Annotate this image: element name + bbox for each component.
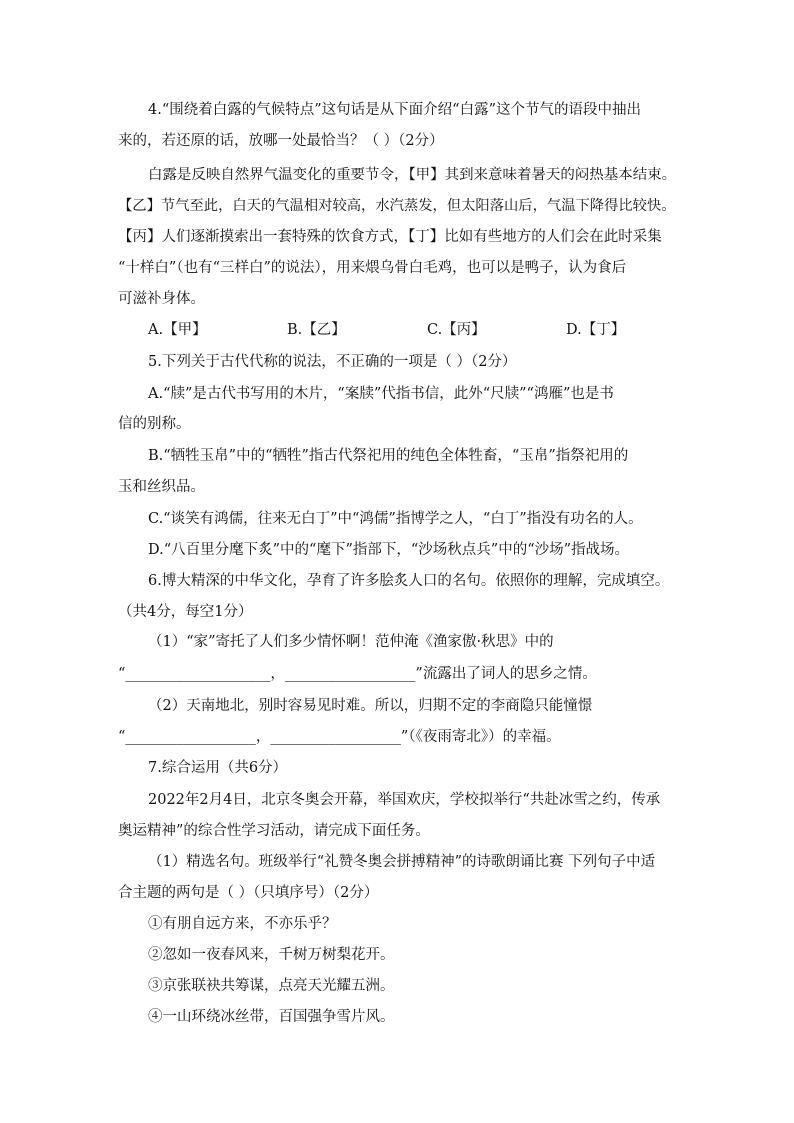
q4-option-d: D.【丁】 xyxy=(566,322,626,338)
q6-stem-line-2: （共4分，每空1分） xyxy=(118,604,253,620)
q4-passage-line-2: 【乙】节气至此，白天的气温相对较高，水汽蒸发，但太阳落山后，气温下降得比较快。 xyxy=(118,198,676,214)
q5-option-b-line-1: B.“牺牲玉帛”中的“牺牲”指古代祭祀用的纯色全体牲畜，“玉帛”指祭祀用的 xyxy=(148,448,629,464)
q4-passage-line-1: 白露是反映自然界气温变化的重要节令，【甲】其到来意味着暑天的闷热基本结束。 xyxy=(148,167,677,183)
q4-option-b: B.【乙】 xyxy=(287,322,346,338)
q5-option-c: C.“谈笑有鸿儒，往来无白丁”中“鸿儒”指博学之人，“白丁”指没有功名的人。 xyxy=(148,511,643,527)
q4-option-a: A.【甲】 xyxy=(148,322,207,338)
q4-stem-line-1: 4.“围绕着白露的气候特点”这句话是从下面介绍“白露”这个节气的语段中抽出 xyxy=(148,102,641,118)
q7-item-1: ①有朋自远方来，不亦乐乎？ xyxy=(148,916,337,932)
q6-part2-fill-blanks: “__________________，__________________”（《夜雨寄北》）的幸福。 xyxy=(118,729,561,745)
q4-passage-line-4: “十样白”（也有“三样白”的说法），用来煨乌骨白毛鸡，也可以是鸭子，认为食后 xyxy=(118,260,627,276)
q5-option-d: D.“八百里分麾下炙”中的“麾下”指部下，“沙场秋点兵”中的“沙场”指战场。 xyxy=(148,542,630,558)
q7-intro-line-1: 2022年2月4日，北京冬奥会开幕，举国欢庆，学校拟举行“共赴冰雪之约，传承 xyxy=(148,792,661,808)
q4-option-c: C.【丙】 xyxy=(427,322,486,338)
q7-intro-line-2: 奥运精神”的综合性学习活动，请完成下面任务。 xyxy=(118,823,430,839)
q6-part1-line-1: （1）“家”寄托了人们多少情怀啊！范仲淹《渔家傲·秋思》中的 xyxy=(148,634,554,650)
q6-stem-line-1: 6.博大精深的中华文化，孕育了许多脍炙人口的名句。依照你的理解，完成填空。 xyxy=(148,573,670,589)
q7-item-2: ②忽如一夜春风来，千树万树梨花开。 xyxy=(148,947,395,963)
q6-part2-line-1: （2）天南地北，别时容易见时难。所以，归期不定的李商隐只能憧憬 xyxy=(148,698,593,714)
q4-passage-line-3: 【丙】人们逐渐摸索出一套特殊的饮食方式，【丁】比如有些地方的人们会在此时采集 xyxy=(118,229,662,245)
q7-stem: 7.综合运用（共6分） xyxy=(148,760,288,776)
q5-option-a-line-2: 信的别称。 xyxy=(118,416,191,432)
q4-passage-line-5: 可滋补身体。 xyxy=(118,291,205,307)
q4-options-row xyxy=(0,320,794,340)
q5-stem: 5.下列关于古代代称的说法，不正确的一项是（ ）（2分） xyxy=(148,354,517,370)
q7-task-line-2: 合主题的两句是（ ）（只填序号）（2分） xyxy=(118,885,379,901)
q5-option-b-line-2: 玉和丝织品。 xyxy=(118,479,205,495)
q5-option-a-line-1: A.“牍”是古代书写用的木片，“案牍”代指书信，此外“尺牍”“鸿雁”也是书 xyxy=(148,386,614,402)
q7-task-line-1: （1）精选名句。班级举行“礼赞冬奥会拼搏精神”的诗歌朗诵比赛 下列句子中适 xyxy=(148,854,656,870)
q7-item-4: ④一山环绕冰丝带，百国强争雪片风。 xyxy=(148,1009,395,1025)
q7-item-3: ③京张联袂共筹谋，点亮天光耀五洲。 xyxy=(148,978,395,994)
q6-part1-fill-blanks: “____________________，__________________”流露出了词人的思乡之情。 xyxy=(118,666,597,682)
q4-stem-line-2: 来的，若还原的话，放哪一处最恰当？（ ）（2分） xyxy=(118,133,444,149)
